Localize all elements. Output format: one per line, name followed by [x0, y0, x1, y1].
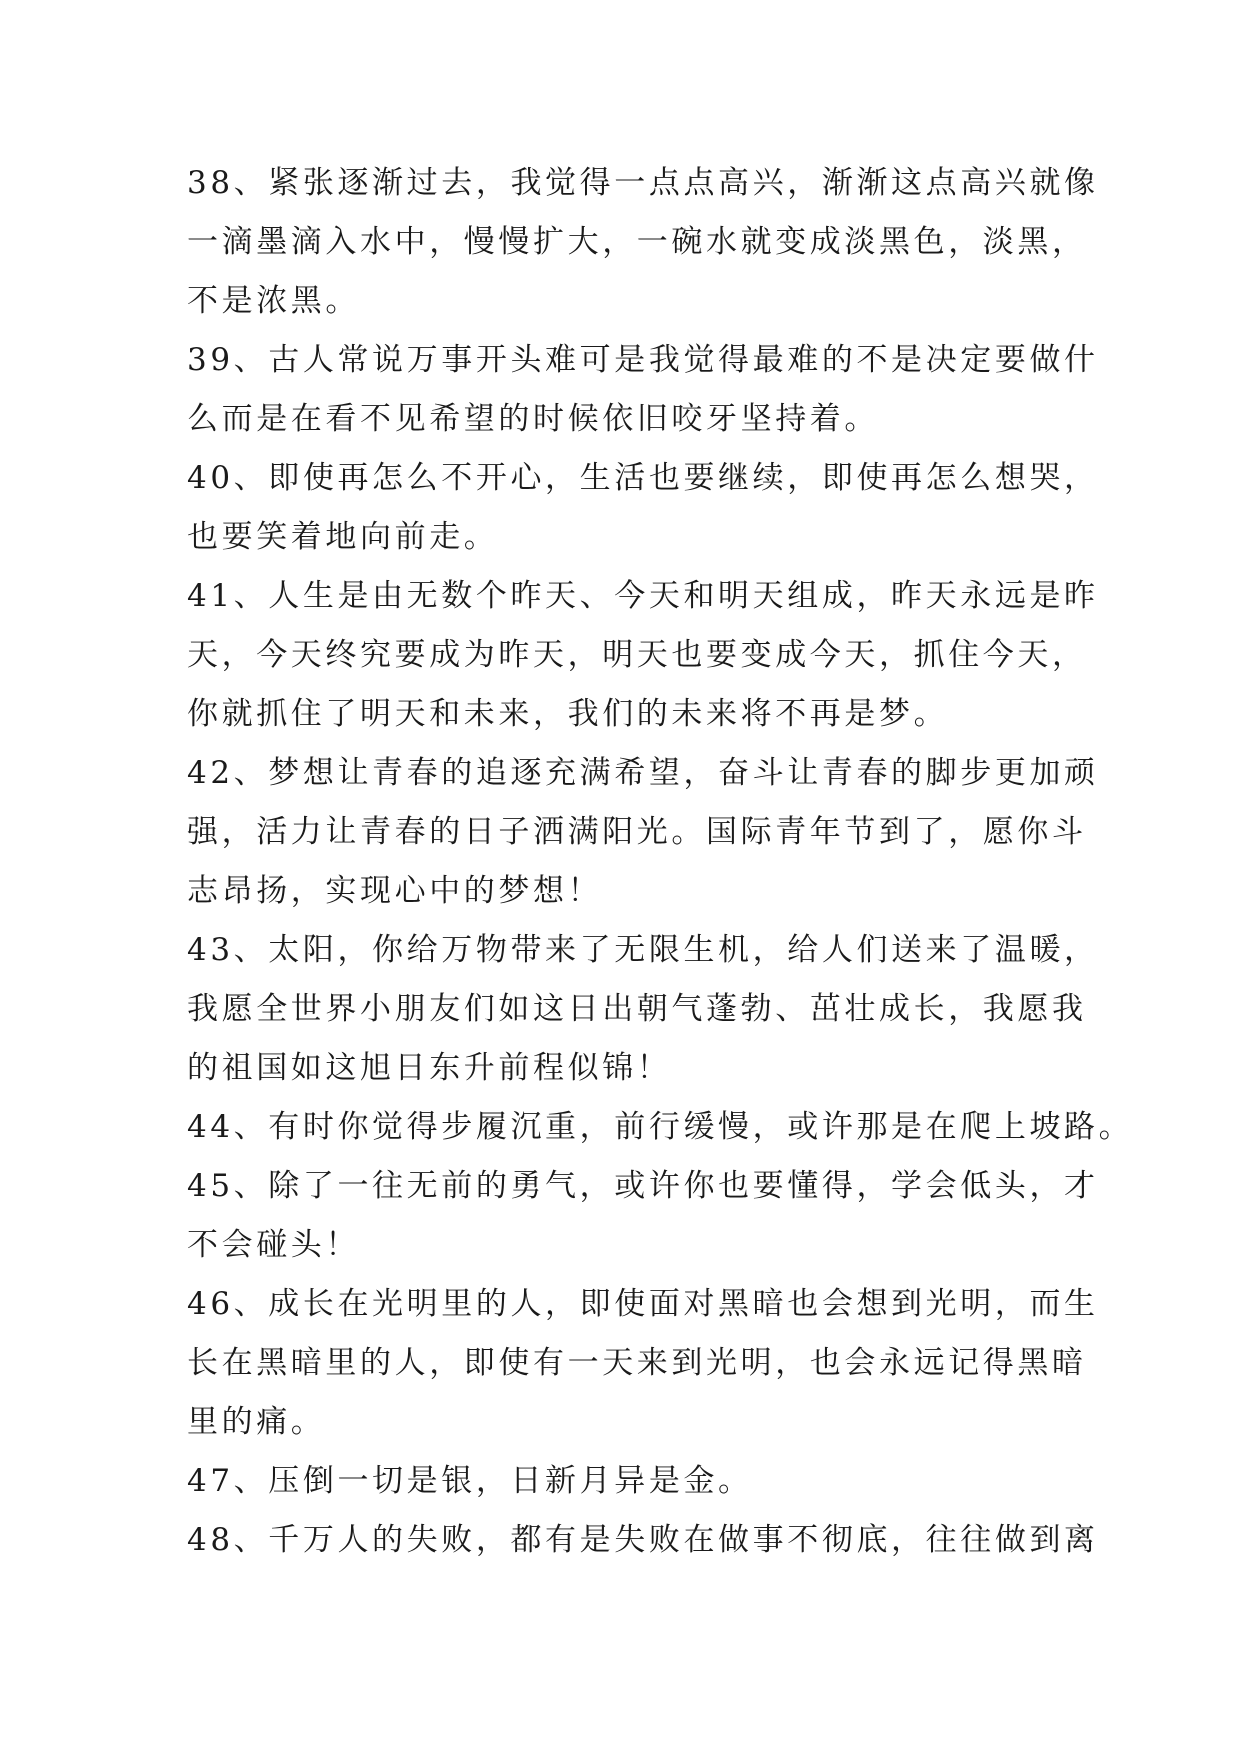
text-line: 的祖国如这旭日东升前程似锦！: [187, 1050, 672, 1086]
text-line: 不是浓黑。: [187, 283, 360, 319]
text-line: 么而是在看不见希望的时候依旧咬牙坚持着。: [187, 401, 879, 437]
text-line: 44、有时你觉得步履沉重，前行缓慢，或许那是在爬上坡路。: [187, 1109, 1134, 1145]
text-line: 你就抓住了明天和未来，我们的未来将不再是梦。: [187, 696, 949, 732]
text-line: 45、除了一往无前的勇气，或许你也要懂得，学会低头，才: [187, 1168, 1099, 1204]
text-line: 43、太阳，你给万物带来了无限生机，给人们送来了温暖，: [187, 932, 1099, 968]
text-line: 38、紧张逐渐过去，我觉得一点点高兴，渐渐这点高兴就像: [187, 165, 1099, 201]
text-line: 里的痛。: [187, 1404, 326, 1440]
text-line: 我愿全世界小朋友们如这日出朝气蓬勃、茁壮成长，我愿我: [187, 991, 1087, 1027]
text-line: 天，今天终究要成为昨天，明天也要变成今天，抓住今天，: [187, 637, 1087, 673]
text-line: 39、古人常说万事开头难可是我觉得最难的不是决定要做什: [187, 342, 1099, 378]
text-line: 40、即使再怎么不开心，生活也要继续，即使再怎么想哭，: [187, 460, 1099, 496]
text-line: 一滴墨滴入水中，慢慢扩大，一碗水就变成淡黑色，淡黑，: [187, 224, 1087, 260]
text-line: 46、成长在光明里的人，即使面对黑暗也会想到光明，而生: [187, 1286, 1099, 1322]
text-line: 47、压倒一切是银，日新月异是金。: [187, 1463, 753, 1499]
text-line: 48、千万人的失败，都有是失败在做事不彻底，往往做到离: [187, 1522, 1099, 1558]
text-line: 强，活力让青春的日子洒满阳光。国际青年节到了，愿你斗: [187, 814, 1087, 850]
text-line: 41、人生是由无数个昨天、今天和明天组成，昨天永远是昨: [187, 578, 1099, 614]
text-line: 也要笑着地向前走。: [187, 519, 499, 555]
text-line: 不会碰头！: [187, 1227, 360, 1263]
document-body: [187, 154, 1134, 1570]
text-line: 42、梦想让青春的追逐充满希望，奋斗让青春的脚步更加顽: [187, 755, 1099, 791]
text-line: 志昂扬，实现心中的梦想！: [187, 873, 603, 909]
text-line: 长在黑暗里的人，即使有一天来到光明，也会永远记得黑暗: [187, 1345, 1087, 1381]
